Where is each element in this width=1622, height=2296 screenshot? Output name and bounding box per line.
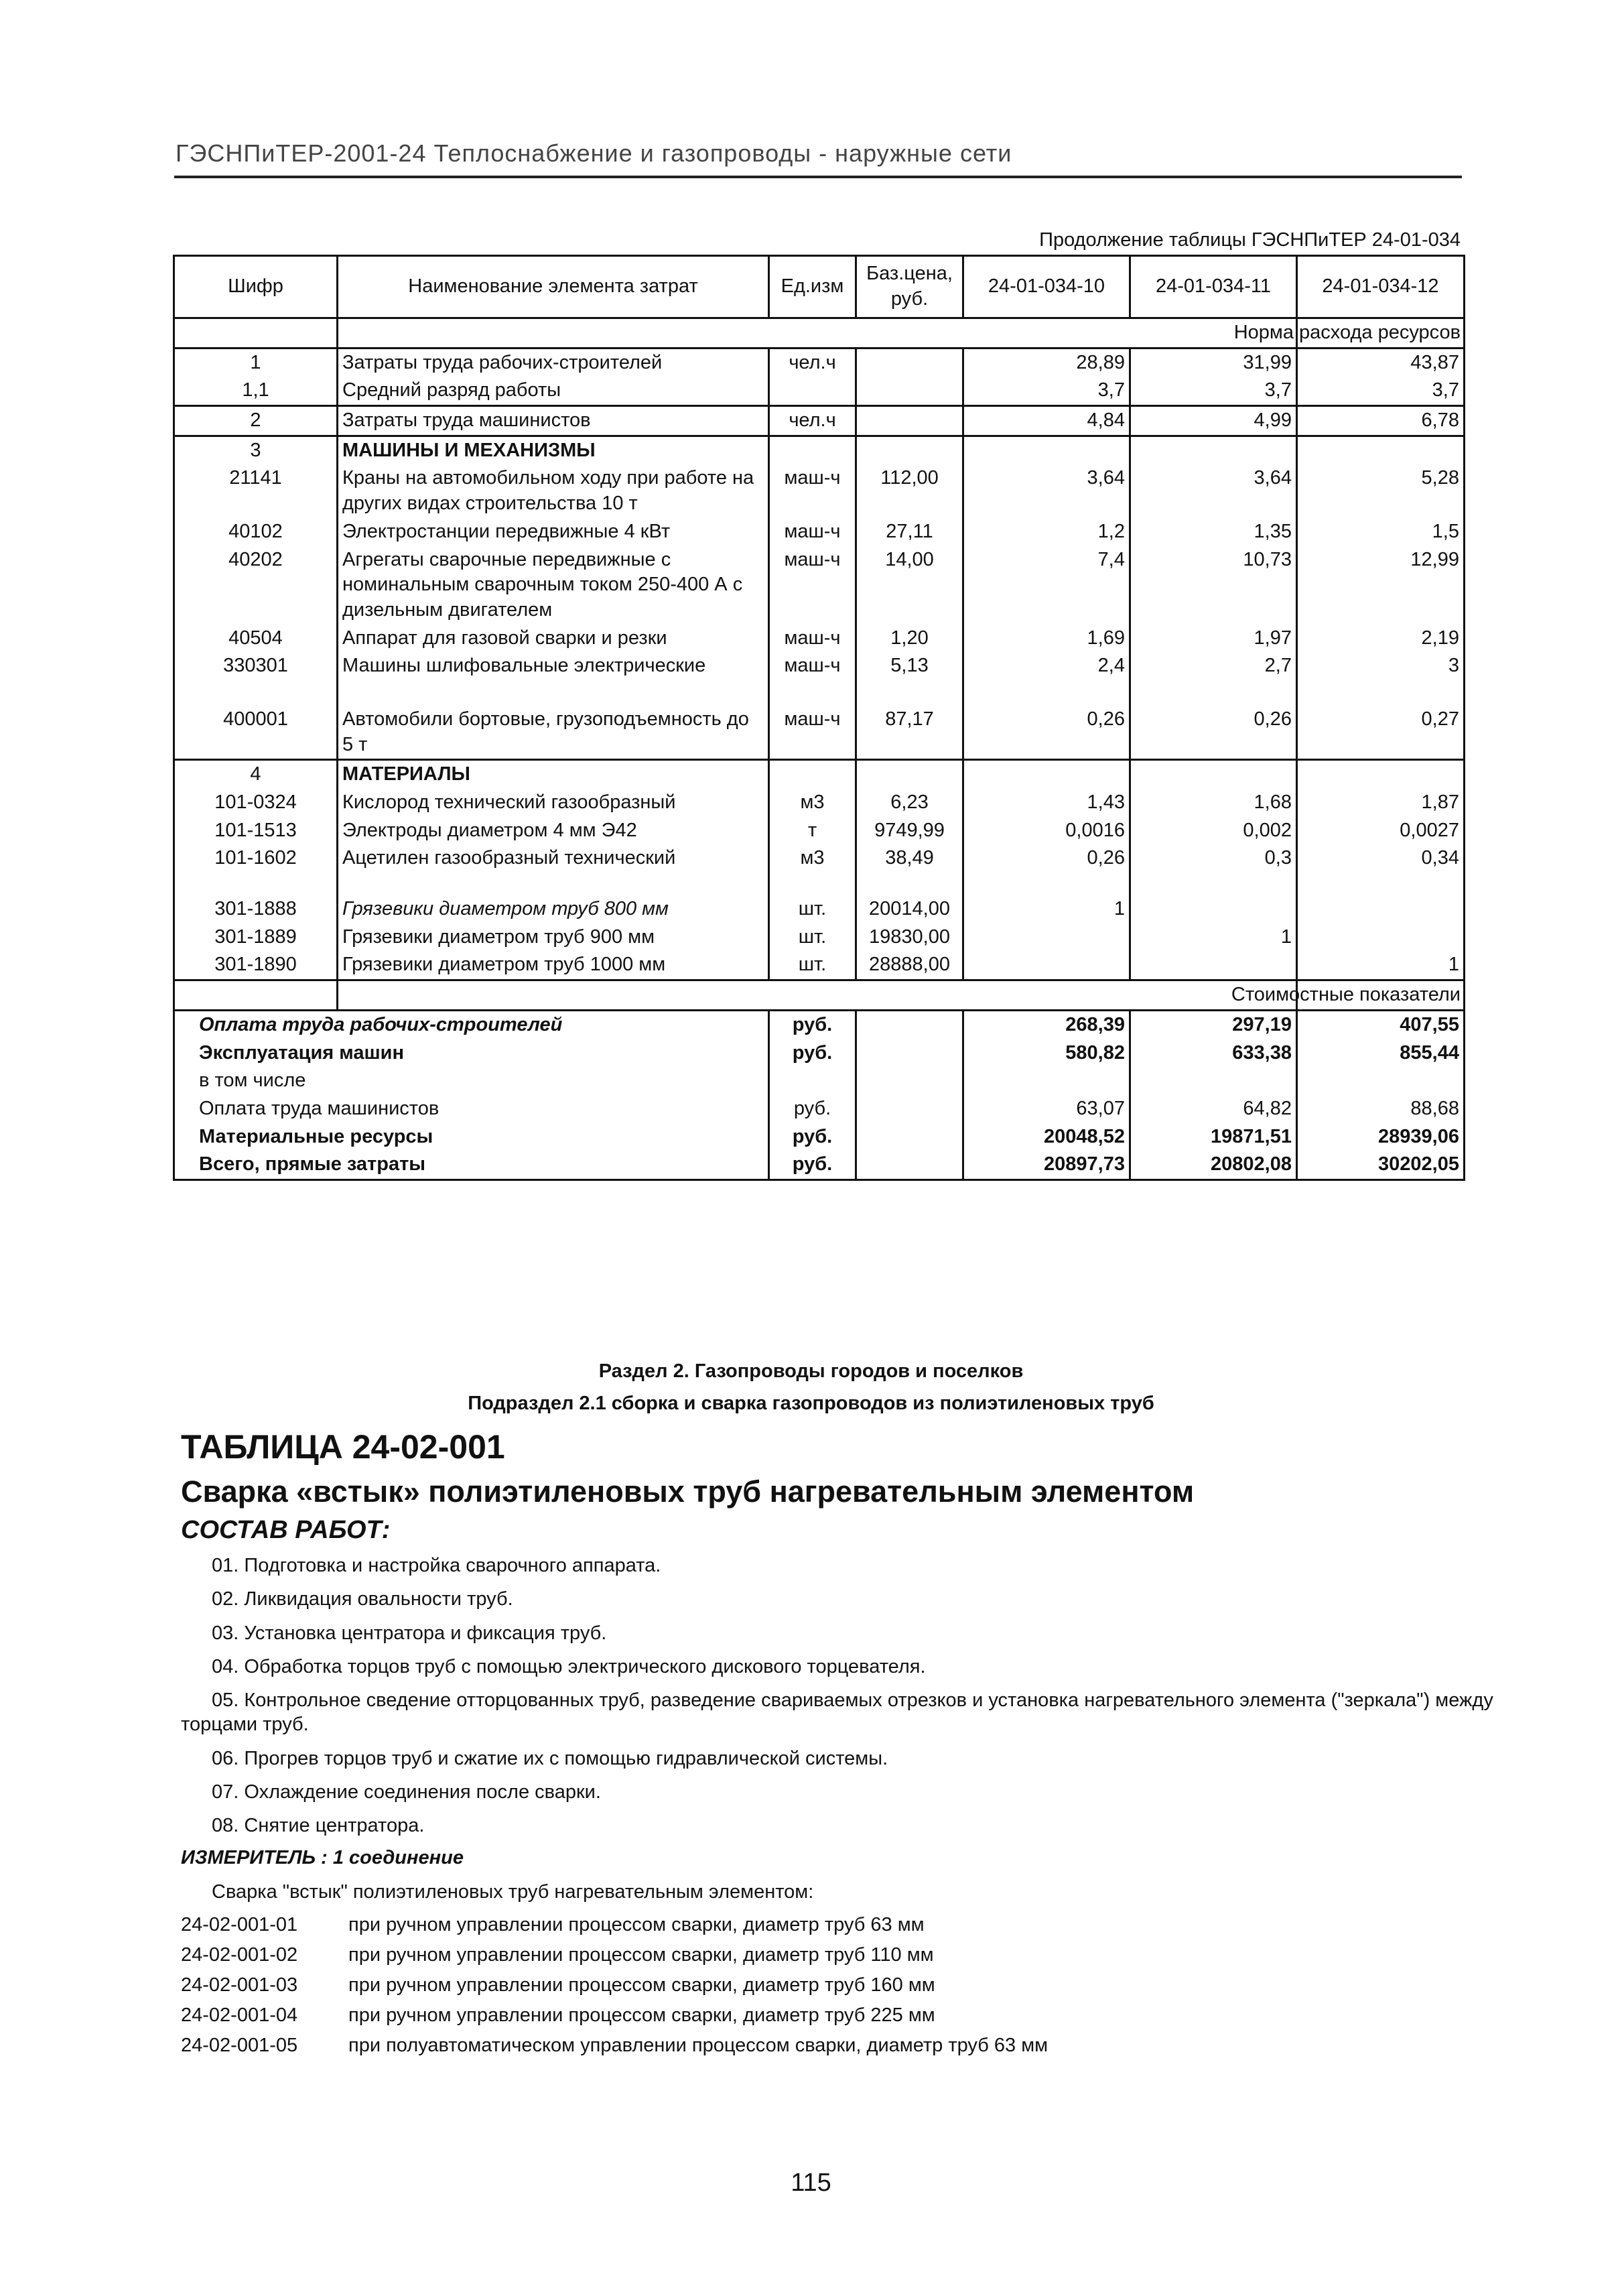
cost-value-2: 64,82 <box>1130 1095 1297 1123</box>
row-code: 1 <box>174 348 338 377</box>
row-price: 19830,00 <box>856 923 963 952</box>
row-code: 40504 <box>174 625 338 653</box>
cost-value-1: 63,07 <box>963 1095 1130 1123</box>
row-price: 1,20 <box>856 625 963 653</box>
item-code: 24-02-001-01 <box>181 1914 298 1936</box>
row-name: Средний разряд работы <box>338 377 769 405</box>
row-unit: маш-ч <box>769 680 856 760</box>
row-value-3: 43,87 <box>1297 348 1465 377</box>
cost-value-1: 20897,73 <box>963 1151 1130 1179</box>
table-row <box>174 680 1465 760</box>
row-code: 1,1 <box>174 377 338 405</box>
item-text: при ручном управлении процессом сварки, диаметр труб 225 мм <box>348 2004 935 2027</box>
item-code: 24-02-001-05 <box>181 2035 298 2057</box>
cost-unit: руб. <box>769 1123 856 1151</box>
row-name: Грязевики диаметром труб 1000 мм <box>338 951 769 980</box>
row-name: Электроды диаметром 4 мм Э42 <box>338 817 769 845</box>
row-code: 40102 <box>174 518 338 546</box>
row-unit: т <box>769 817 856 845</box>
row-unit: шт. <box>769 923 856 952</box>
row-code: 101-1513 <box>174 817 338 845</box>
cost-label-row <box>174 980 1465 1011</box>
row-value-2: 1,97 <box>1130 625 1297 653</box>
cost-value-1: 580,82 <box>963 1039 1130 1068</box>
work-steps <box>181 1553 1494 2061</box>
table-row <box>174 546 1465 625</box>
cost-unit <box>769 1067 856 1095</box>
cost-row <box>174 1095 1465 1123</box>
row-price: 27,11 <box>856 518 963 546</box>
cost-value-3: 407,55 <box>1297 1010 1465 1039</box>
row-value-1: 0,26 <box>963 680 1130 760</box>
measurement-unit: ИЗМЕРИТЕЛЬ : 1 соединение <box>181 1847 464 1869</box>
running-header: ГЭСНПиТЕР-2001-24 Теплоснабжение и газопроводы - наружные сети <box>176 139 1012 167</box>
cost-value-3: 88,68 <box>1297 1095 1465 1123</box>
row-value-3: 0,34 <box>1297 844 1465 873</box>
cost-unit: руб. <box>769 1095 856 1123</box>
row-value-2: 4,99 <box>1130 406 1297 436</box>
item-code: 24-02-001-02 <box>181 1944 298 1966</box>
list-item <box>181 1940 1494 1970</box>
row-price: 87,17 <box>856 680 963 760</box>
row-value-2 <box>1130 951 1297 980</box>
row-value-1: 1,43 <box>963 789 1130 817</box>
cost-value-2 <box>1130 1067 1297 1095</box>
table-row <box>174 951 1465 980</box>
step-item: 04. Обработка торцов труб с помощью электрического дискового торцевателя. <box>212 1655 926 1677</box>
row-name: Ацетилен газообразный технический <box>338 844 769 873</box>
row-price <box>856 406 963 436</box>
table-row <box>174 923 1465 952</box>
col-header: Баз.цена, руб. <box>856 256 963 318</box>
table-row <box>174 518 1465 546</box>
cost-value-1: 268,39 <box>963 1010 1130 1039</box>
table-header-row <box>174 256 1465 318</box>
cost-row <box>174 1010 1465 1039</box>
list-item <box>181 2031 1494 2061</box>
section-title: Раздел 2. Газопроводы городов и поселков <box>598 1360 1024 1382</box>
row-unit: шт. <box>769 951 856 980</box>
row-value-2: 31,99 <box>1130 348 1297 377</box>
row-value-2: 3,64 <box>1130 464 1297 517</box>
row-value-2: 1,68 <box>1130 789 1297 817</box>
cost-name: Оплата труда рабочих-строителей <box>174 1010 769 1039</box>
row-value-3 <box>1297 873 1465 923</box>
row-code: 301-1889 <box>174 923 338 952</box>
row-value-2: 10,73 <box>1130 546 1297 625</box>
row-price: 9749,99 <box>856 817 963 845</box>
row-price: 112,00 <box>856 464 963 517</box>
row-unit: маш-ч <box>769 464 856 517</box>
row-value-2: 0,3 <box>1130 844 1297 873</box>
cost-row <box>174 1067 1465 1095</box>
row-price: 28888,00 <box>856 951 963 980</box>
item-code: 24-02-001-03 <box>181 1974 298 1996</box>
row-value-3: 0,27 <box>1297 680 1465 760</box>
cost-value-3: 30202,05 <box>1297 1151 1465 1179</box>
table-row <box>174 789 1465 817</box>
cost-value-3: 28939,06 <box>1297 1123 1465 1151</box>
cost-name: Материальные ресурсы <box>174 1123 769 1151</box>
row-value-3: 3 <box>1297 652 1465 680</box>
row-value-2: 2,7 <box>1130 652 1297 680</box>
item-text: при ручном управлении процессом сварки, диаметр труб 160 мм <box>348 1974 935 1996</box>
row-name: Затраты труда машинистов <box>338 406 769 436</box>
row-name: Автомобили бортовые, грузоподъемность до 5 т <box>338 680 769 760</box>
table-row <box>174 652 1465 680</box>
row-value-1: 1 <box>963 873 1130 923</box>
row-unit: м3 <box>769 844 856 873</box>
row-name: Грязевики диаметром труб 900 мм <box>338 923 769 952</box>
cost-value-1: 20048,52 <box>963 1123 1130 1151</box>
cost-value-2: 633,38 <box>1130 1039 1297 1068</box>
table-row <box>174 464 1465 517</box>
row-value-2 <box>1130 873 1297 923</box>
row-value-1: 1,2 <box>963 518 1130 546</box>
row-value-3: 1,5 <box>1297 518 1465 546</box>
cost-value-2: 19871,51 <box>1130 1123 1297 1151</box>
row-value-1: 2,4 <box>963 652 1130 680</box>
cost-unit: руб. <box>769 1010 856 1039</box>
cost-value-2: 20802,08 <box>1130 1151 1297 1179</box>
cost-name: Всего, прямые затраты <box>174 1151 769 1179</box>
group-header-row <box>174 436 1465 464</box>
row-code: 330301 <box>174 652 338 680</box>
row-unit: шт. <box>769 873 856 923</box>
row-price <box>856 377 963 405</box>
cost-row <box>174 1151 1465 1179</box>
step-item: 07. Охлаждение соединения после сварки. <box>212 1781 601 1803</box>
page-number: 115 <box>791 2169 831 2197</box>
row-value-3: 1,87 <box>1297 789 1465 817</box>
group-code: 3 <box>174 436 338 464</box>
cost-label: Стоимостные показатели <box>1231 984 1461 1006</box>
row-value-3: 5,28 <box>1297 464 1465 517</box>
row-value-1: 28,89 <box>963 348 1130 377</box>
row-name: Затраты труда рабочих-строителей <box>338 348 769 377</box>
row-value-1: 7,4 <box>963 546 1130 625</box>
row-name: Грязевики диаметром труб 800 мм <box>338 873 769 923</box>
row-unit: маш-ч <box>769 652 856 680</box>
row-unit: маш-ч <box>769 625 856 653</box>
row-code: 2 <box>174 406 338 436</box>
row-value-2: 0,26 <box>1130 680 1297 760</box>
cost-unit: руб. <box>769 1151 856 1179</box>
group-title: МАШИНЫ И МЕХАНИЗМЫ <box>338 436 769 464</box>
row-price <box>856 348 963 377</box>
row-name: Кислород технический газообразный <box>338 789 769 817</box>
row-name: Краны на автомобильном ходу при работе на других видах строительства 10 т <box>338 464 769 517</box>
subsection-title: Подраздел 2.1 сборка и сварка газопроводов из полиэтиленовых труб <box>468 1393 1154 1414</box>
row-price: 6,23 <box>856 789 963 817</box>
item-code: 24-02-001-04 <box>181 2004 298 2027</box>
header-rule <box>174 176 1462 178</box>
table-subtitle: Сварка «встык» полиэтиленовых труб нагревательным элементом <box>181 1474 1195 1509</box>
item-text: при полуавтоматическом управлении процессом сварки, диаметр труб 63 мм <box>348 2035 1049 2057</box>
col-header: 24-01-034-12 <box>1297 256 1465 318</box>
col-header: Шифр <box>174 256 338 318</box>
cost-name: Оплата труда машинистов <box>174 1095 769 1123</box>
group-code: 4 <box>174 760 338 789</box>
list-item <box>181 1970 1494 2000</box>
norm-label-row <box>174 318 1465 348</box>
col-header: 24-01-034-11 <box>1130 256 1297 318</box>
col-header: Наименование элемента затрат <box>338 256 769 318</box>
table-row <box>174 348 1465 377</box>
row-unit: маш-ч <box>769 518 856 546</box>
row-code: 101-1602 <box>174 844 338 873</box>
row-unit: м3 <box>769 789 856 817</box>
row-value-3: 3,7 <box>1297 377 1465 405</box>
resources-table <box>173 255 1465 1181</box>
cost-value-3: 855,44 <box>1297 1039 1465 1068</box>
row-value-3: 1 <box>1297 951 1465 980</box>
row-unit: маш-ч <box>769 546 856 625</box>
row-value-3: 2,19 <box>1297 625 1465 653</box>
row-value-2: 3,7 <box>1130 377 1297 405</box>
row-code: 40202 <box>174 546 338 625</box>
list-item <box>181 1910 1494 1940</box>
row-price: 5,13 <box>856 652 963 680</box>
row-price: 14,00 <box>856 546 963 625</box>
row-value-1: 0,0016 <box>963 817 1130 845</box>
cost-value-2: 297,19 <box>1130 1010 1297 1039</box>
table-row <box>174 377 1465 405</box>
step-item: 03. Установка центратора и фиксация труб. <box>212 1622 607 1644</box>
row-name: Агрегаты сварочные передвижные с номинальным сварочным током 250-400 А с дизельным двигателем <box>338 546 769 625</box>
list-item <box>181 2000 1494 2031</box>
row-name: Аппарат для газовой сварки и резки <box>338 625 769 653</box>
row-code: 301-1890 <box>174 951 338 980</box>
row-value-3 <box>1297 923 1465 952</box>
row-price: 20014,00 <box>856 873 963 923</box>
table-row <box>174 406 1465 436</box>
table-continuation-note: Продолжение таблицы ГЭСНПиТЕР 24-01-034 <box>1039 229 1461 251</box>
norm-label: Норма расхода ресурсов <box>1233 322 1461 343</box>
col-header: 24-01-034-10 <box>963 256 1130 318</box>
row-code: 400001 <box>174 680 338 760</box>
row-unit <box>769 377 856 405</box>
row-unit: чел.ч <box>769 348 856 377</box>
step-item: 01. Подготовка и настройка сварочного аппарата. <box>212 1555 661 1576</box>
cost-value-1 <box>963 1067 1130 1095</box>
items-table <box>181 1910 1494 2061</box>
row-value-2: 1,35 <box>1130 518 1297 546</box>
row-value-2: 0,002 <box>1130 817 1297 845</box>
row-code: 101-0324 <box>174 789 338 817</box>
cost-name: в том числе <box>174 1067 769 1095</box>
row-value-1: 4,84 <box>963 406 1130 436</box>
row-value-3: 6,78 <box>1297 406 1465 436</box>
step-item: 06. Прогрев торцов труб и сжатие их с помощью гидравлической системы. <box>212 1747 888 1769</box>
step-item: 02. Ликвидация овальности труб. <box>212 1588 513 1610</box>
table-title: ТАБЛИЦА 24-02-001 <box>181 1428 505 1466</box>
row-value-1: 0,26 <box>963 844 1130 873</box>
row-code: 301-1888 <box>174 873 338 923</box>
row-code: 21141 <box>174 464 338 517</box>
row-unit: чел.ч <box>769 406 856 436</box>
group-header-row <box>174 760 1465 789</box>
row-name: Машины шлифовальные электрические <box>338 652 769 680</box>
step-item: 08. Снятие центратора. <box>212 1815 425 1836</box>
table-row <box>174 873 1465 923</box>
cost-row <box>174 1039 1465 1068</box>
row-name: Электростанции передвижные 4 кВт <box>338 518 769 546</box>
cost-unit: руб. <box>769 1039 856 1068</box>
items-intro: Сварка "встык" полиэтиленовых труб нагревательным элементом: <box>212 1881 814 1903</box>
item-text: при ручном управлении процессом сварки, диаметр труб 110 мм <box>348 1944 934 1966</box>
row-price: 38,49 <box>856 844 963 873</box>
step-item: 05. Контрольное сведение отторцованных труб, разведение свариваемых отрезков и установка нагревательного элемента ("зеркала") между торцами труб. <box>181 1689 1493 1736</box>
composition-heading: СОСТАВ РАБОТ: <box>181 1516 391 1544</box>
table-row <box>174 817 1465 845</box>
table-row <box>174 625 1465 653</box>
table-row <box>174 844 1465 873</box>
col-header: Ед.изм <box>769 256 856 318</box>
row-value-3: 0,0027 <box>1297 817 1465 845</box>
row-value-1: 3,7 <box>963 377 1130 405</box>
row-value-1: 3,64 <box>963 464 1130 517</box>
row-value-1 <box>963 923 1130 952</box>
row-value-3: 12,99 <box>1297 546 1465 625</box>
item-text: при ручном управлении процессом сварки, диаметр труб 63 мм <box>348 1914 925 1936</box>
cost-name: Эксплуатация машин <box>174 1039 769 1068</box>
cost-value-3 <box>1297 1067 1465 1095</box>
row-value-1 <box>963 951 1130 980</box>
cost-row <box>174 1123 1465 1151</box>
row-value-1: 1,69 <box>963 625 1130 653</box>
group-title: МАТЕРИАЛЫ <box>338 760 769 789</box>
row-value-2: 1 <box>1130 923 1297 952</box>
